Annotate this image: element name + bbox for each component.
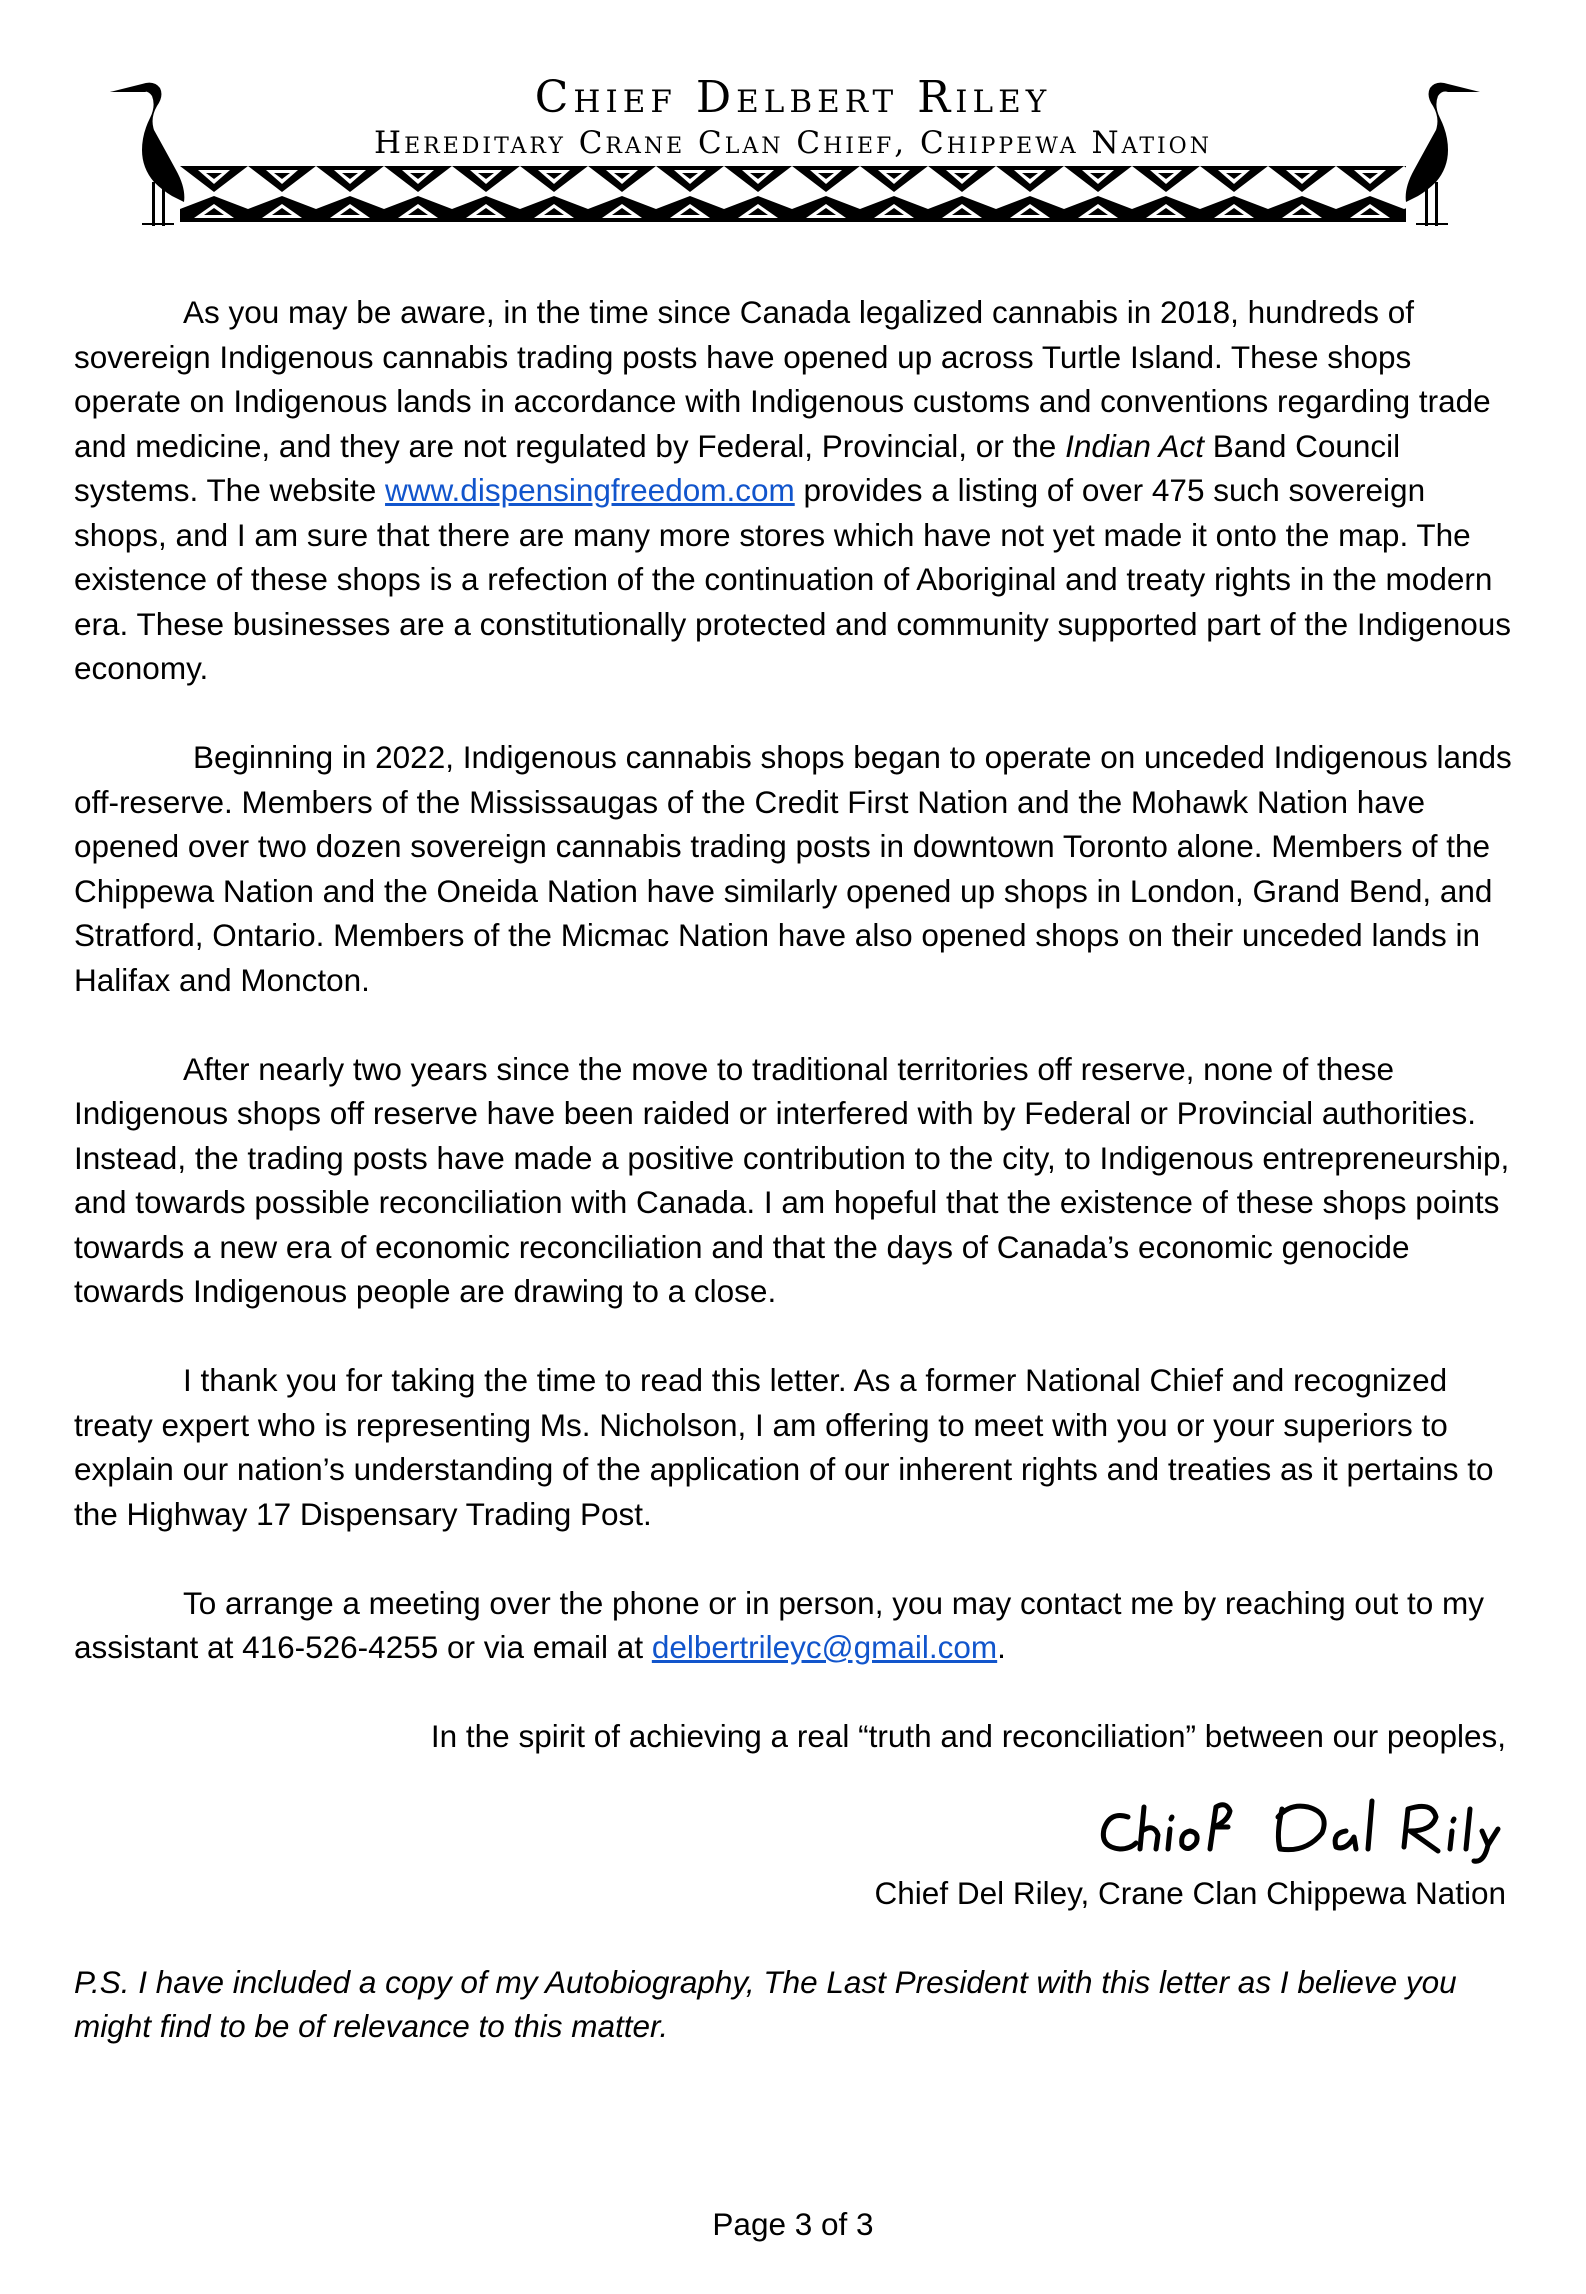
paragraph-4: I thank you for taking the time to read this letter. As a former National Chief and recognized treaty expert who is representing Ms. Nicholson, I am offering to meet with you or your superiors to explain our nation’s understanding of the application of our inherent rights and treaties as it pertains to the Highway 17 Dispensary Trading Post. — [74, 1362, 1494, 1532]
paragraph-3: After nearly two years since the move to traditional territories off reserve, none of these Indigenous shops off reserve have been raided or interfered with by Federal or Provincial authorities. Instead, the trading posts have made a positive contribution to the city, to Indigenous entrepreneurship, and towards possible reconciliation with Canada. I am hopeful that the existence of these shops points towards a new era of economic reconciliation and that the days of Canada’s economic genocide towards Indigenous people are drawing to a close. — [74, 1050, 1510, 1309]
paragraph-1: As you may be aware, in the time since Canada legalized cannabis in 2018, hundreds of sovereign Indigenous cannabis trading posts have opened up across Turtle Island. These shops operate on Indigenous lands in accordance with Indigenous customs and conventions regarding trade and medicine, and they are not regulated by Federal, Provincial, or the Indian Act Band Council systems. The website www.dispensingfreedom.com provides a listing of over 475 such sovereign shops, and I am sure that there are many more stores which have not yet made it onto the map. The existence of these shops is a refection of the continuation of Aboriginal and treaty rights in the modern era. These businesses are a constitutionally protected and community supported part of the Indigenous economy. — [74, 294, 1512, 686]
letterhead — [0, 0, 1586, 240]
signature-area — [74, 1759, 1506, 1871]
website-link[interactable]: www.dispensingfreedom.com — [385, 472, 795, 508]
emphasis-indian-act: Indian Act — [1065, 427, 1205, 464]
letter-body — [74, 290, 1514, 2049]
signature — [1086, 1787, 1506, 1865]
signer-name: Chief Del Riley, Crane Clan Chippewa Nation — [874, 1874, 1506, 1911]
email-link[interactable]: delbertrileyc@gmail.com — [651, 1629, 998, 1665]
letterhead-name: Chief Delbert Riley — [534, 72, 1052, 123]
paragraph-5: To arrange a meeting over the phone or in person, you may contact me by reaching out to my assistant at 416-526-4255 or via email at delbertrileyc@gmail.com. — [74, 1584, 1484, 1665]
closing-line: In the spirit of achieving a real “truth and reconciliation” between our peoples, — [430, 1718, 1506, 1754]
decorative-border — [180, 166, 1406, 222]
postscript: P.S. I have included a copy of my Autobiography, The Last President with this letter as I believe you might find to be of relevance to this matter. — [74, 1963, 1457, 2044]
page-number: Page 3 of 3 — [712, 2206, 874, 2242]
paragraph-2: Beginning in 2022, Indigenous cannabis shops began to operate on unceded Indigenous lands off-reserve. Members of the Mississaugas of the Credit First Nation and the Mohawk Nation have opened over two dozen sovereign cannabis trading posts in downtown Toronto alone. Members of the Chippewa Nation and the Oneida Nation have similarly opened up shops in London, Grand Bend, and Stratford, Ontario. Members of the Micmac Nation have also opened shops on their unceded lands in Halifax and Moncton. — [74, 739, 1512, 998]
letterhead-title: Hereditary Crane Clan Chief, Chippewa Nation — [374, 125, 1212, 161]
